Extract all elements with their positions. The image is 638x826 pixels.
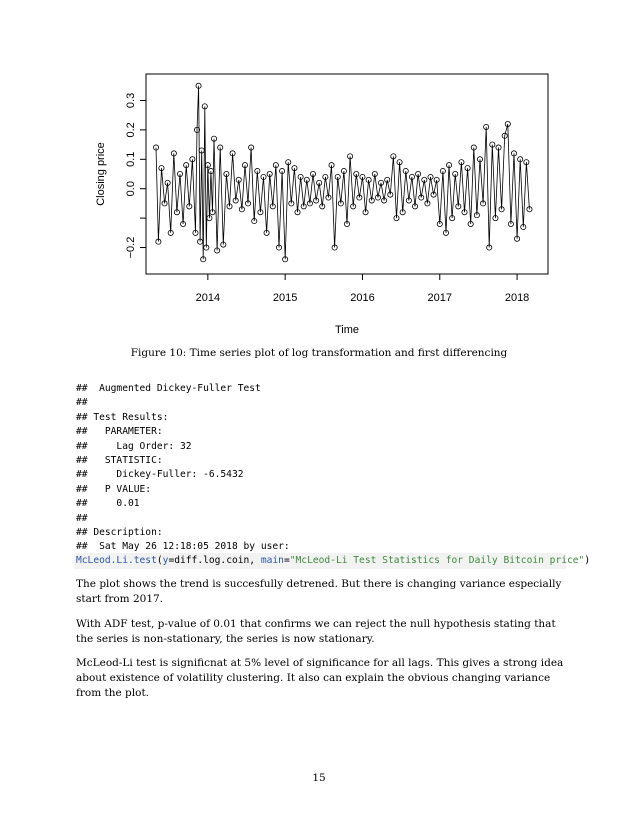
figure-caption: Figure 10: Time series plot of log transformation and first differencing bbox=[130, 347, 508, 359]
adf-output-line: ## bbox=[76, 397, 88, 409]
x-tick-label: 2017 bbox=[427, 292, 453, 304]
r-code-input bbox=[74, 553, 591, 569]
series-line bbox=[156, 86, 529, 259]
x-axis bbox=[196, 274, 530, 304]
code-arg-y: y bbox=[162, 555, 169, 566]
y-tick-label: 0.3 bbox=[125, 92, 137, 109]
adf-output-line: ## Augmented Dickey-Fuller Test bbox=[76, 383, 261, 394]
code-arg-main: main bbox=[260, 555, 284, 566]
code-function: McLeod.Li.test bbox=[76, 555, 157, 566]
y-tick-label: 0.0 bbox=[125, 181, 137, 197]
x-axis-label: Time bbox=[334, 324, 360, 336]
y-axis bbox=[125, 93, 146, 259]
code-close-paren: ) bbox=[584, 555, 591, 566]
y-tick-label: 0.2 bbox=[125, 122, 137, 138]
y-tick-label: −0.2 bbox=[125, 236, 137, 259]
adf-output-line: ## P VALUE: bbox=[76, 483, 152, 495]
x-tick-label: 2018 bbox=[504, 292, 530, 304]
adf-output-line: ## Dickey-Fuller: -6.5432 bbox=[76, 469, 244, 481]
adf-output-line: ## Description: bbox=[76, 526, 163, 538]
chart-marks bbox=[153, 83, 532, 262]
adf-output-line: ## PARAMETER: bbox=[76, 426, 163, 438]
code-open-paren: ( bbox=[156, 555, 163, 566]
paragraph-trend: The plot shows the trend is succesfully detrened. But there is changing variance especially start from 2017. bbox=[76, 578, 562, 605]
adf-output-line: ## 0.01 bbox=[76, 498, 140, 510]
time-series-chart bbox=[76, 60, 562, 346]
code-value-y: =diff.log.coin, bbox=[168, 555, 261, 566]
page-number: 15 bbox=[312, 772, 326, 784]
paragraph-mcleod: McLeod-Li test is significnat at 5% level of significance for all lags. This gives a strong idea about existence of volatility clustering. It also can explain the obvious changing variance from the plot. bbox=[76, 657, 564, 699]
x-tick-label: 2014 bbox=[195, 292, 221, 304]
y-axis-label: Closing price bbox=[95, 142, 107, 206]
paragraph-adf: With ADF test, p-value of 0.01 that confirms we can reject the null hypothesis stating that the series is non-stationary, the series is now stationary. bbox=[76, 618, 556, 645]
adf-output-line: ## Lag Order: 32 bbox=[76, 440, 192, 452]
code-equals: = bbox=[283, 555, 290, 566]
adf-output-line: ## STATISTIC: bbox=[76, 454, 163, 466]
adf-test-output bbox=[76, 382, 576, 555]
y-tick-label: 0.1 bbox=[125, 151, 137, 167]
adf-output-line: ## Sat May 26 12:18:05 2018 by user: bbox=[76, 541, 290, 553]
adf-output-line: ## bbox=[76, 512, 88, 524]
x-tick-label: 2016 bbox=[350, 292, 375, 304]
adf-output-line: ## Test Results: bbox=[76, 411, 169, 423]
code-string: "McLeod-Li Test Statistics for Daily Bitcoin price" bbox=[289, 555, 585, 566]
x-tick-label: 2015 bbox=[272, 292, 298, 304]
